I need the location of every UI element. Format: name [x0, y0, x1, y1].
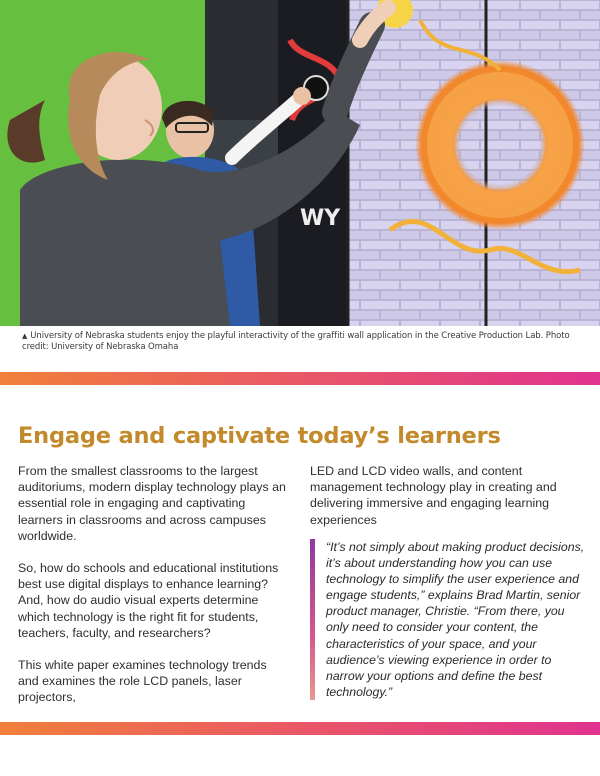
caption-text: University of Nebraska students enjoy the playful interactivity of the graffiti wall application in the Creative Production Lab. Photo credit: University of Nebraska Omaha: [22, 331, 570, 352]
paragraph-intro: From the smallest classrooms to the largest auditoriums, modern display technology plays an essential role in engaging and captivating learners in classrooms and across campuses worldwide.: [18, 464, 286, 543]
pull-quote: “It’s not simply about making product decisions, it’s about understanding how you can use technology to simplify the user experience and engage students,” explains Brad Martin, senior product manager, Christie. “From there, you only need to consider your content, the characteristics of your space, and your audience’s viewing experience in order to narrow your options and define the best technology.”: [310, 539, 586, 700]
paragraph-whitepaper: This white paper examines technology trends and examines the role LCD panels, laser projectors,: [18, 658, 267, 705]
hero-photo-illustration: [0, 0, 600, 326]
caption-marker-icon: ▲: [22, 332, 28, 340]
right-column: [310, 463, 582, 544]
bottom-gradient-band: [0, 722, 600, 735]
paragraph-continuation: LED and LCD video walls, and content management technology play in creating and delivering immersive and engaging learning experiences: [310, 464, 557, 527]
hero-photo: [0, 0, 600, 326]
svg-text:WY: WY: [300, 206, 341, 231]
left-column: [18, 463, 286, 722]
section-heading: Engage and captivate today’s learners: [18, 423, 501, 449]
top-gradient-band: [0, 372, 600, 385]
photo-caption: [22, 331, 582, 353]
paragraph-question: So, how do schools and educational institutions best use digital displays to enhance learning? And, how do audio visual experts determine which technology is the right fit for students, teachers, faculty, and researchers?: [18, 561, 279, 640]
